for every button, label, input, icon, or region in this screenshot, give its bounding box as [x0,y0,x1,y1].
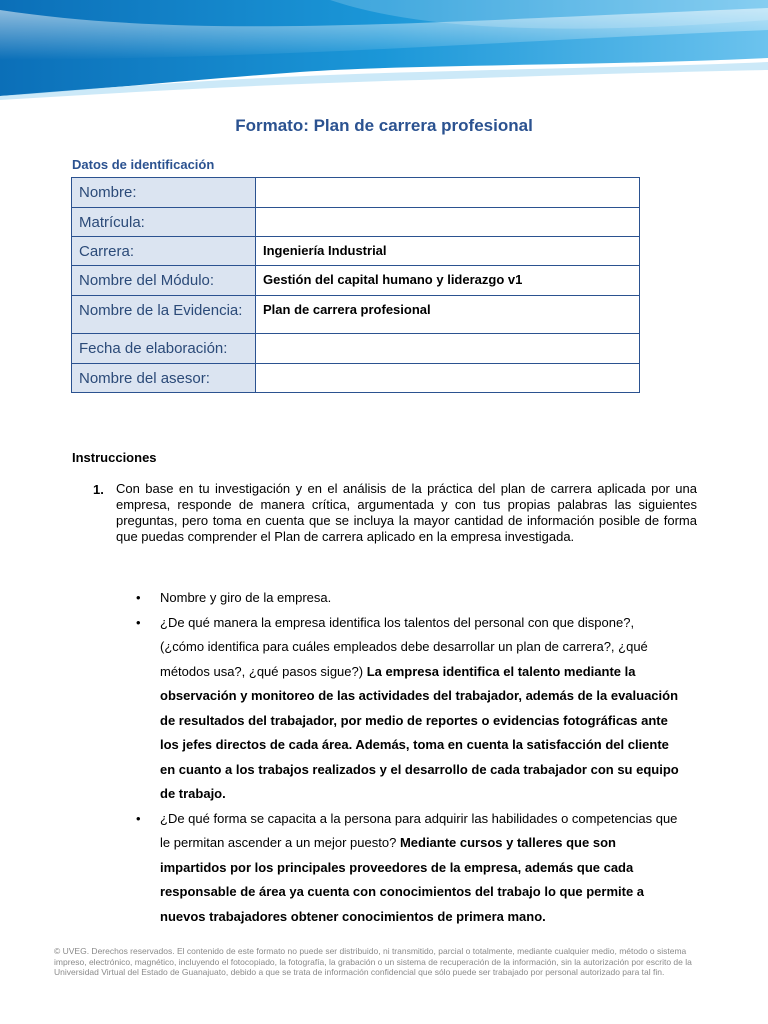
table-row [72,296,640,334]
row-value[interactable] [256,208,640,237]
table-row [72,266,640,296]
row-label: Matrícula: [72,208,256,237]
identification-heading: Datos de identificación [72,157,215,172]
row-label: Nombre del asesor: [72,364,256,393]
table-row [72,334,640,364]
page-title: Formato: Plan de carrera profesional [235,116,533,135]
row-value[interactable]: Plan de carrera profesional [256,296,640,334]
list-item [136,807,680,930]
question-list [136,586,680,929]
copyright-footer: © UVEG. Derechos reservados. El contenido de este formato no puede ser distribuido, ni transmitido, parcial o totalmente, mediante cualquier medio, método o sistema impreso, electrónico, magnético, incluyendo el fotocopiado, la fotografía, la grabación o un sistema de recuperación de la información, sin la autorización por escrito de la Universidad Virtual del Estado de Guanajuato, debido a que se trata de información confidencial que sólo puede ser trabajado por personal autorizado para tal fin. [54,946,692,977]
identification-table [71,177,640,393]
row-value[interactable]: Ingeniería Industrial [256,237,640,266]
bullet-icon: • [136,614,141,630]
question-text: Nombre y giro de la empresa. [160,590,332,605]
table-row [72,178,640,208]
list-item [136,586,680,611]
bullet-icon: • [136,590,141,605]
row-value[interactable]: Gestión del capital humano y liderazgo v1 [256,266,640,296]
list-item [136,611,680,807]
question-text: ¿De qué forma se capacita a la persona para adquirir las habilidades o competencias que le permitan ascender a un mejor puesto? [160,810,678,850]
row-label: Fecha de elaboración: [72,334,256,364]
table-row [72,237,640,266]
table-row [72,364,640,393]
header-banner [0,0,768,100]
instruction-text: Con base en tu investigación y en el análisis de la práctica del plan de carrera aplicada por una empresa, responde de manera crítica, argumentada y con tus propias palabras las siguientes preguntas, pero toma en cuenta que se incluya la mayor cantidad de información posible de forma que puedas comprender el Plan de carrera aplicado en la empresa investigada. [116,481,697,544]
row-value[interactable] [256,178,640,208]
instruction-number: 1. [93,482,104,497]
row-label: Nombre: [72,178,256,208]
row-label: Carrera: [72,237,256,266]
row-value[interactable] [256,364,640,393]
table-row [72,208,640,237]
answer-text: Mediante cursos y talleres que son impartidos por los principales proveedores de la empresa, además que cada responsable de área ya cuenta con conocimientos del trabajo lo que permite a nuevos trabajadores obtener conocimientos de primera mano. [160,835,645,924]
row-label: Nombre del Módulo: [72,266,256,296]
row-label: Nombre de la Evidencia: [72,296,256,334]
instructions-heading: Instrucciones [72,450,157,465]
answer-text: La empresa identifica el talento mediante la observación y monitoreo de las actividades del trabajador, además de la evaluación de resultados del trabajador, por medio de reportes o evidencias fotográficas ante los jefes directos de cada área. Además, toma en cuenta la satisfacción del cliente en cuanto a los trabajos realizados y el desarrollo de cada trabajador con su equipo de trabajo. [160,663,679,801]
bullet-icon: • [136,810,141,826]
question-text: ¿De qué manera la empresa identifica los talentos del personal con que dispone?, (¿cómo identifica para cuáles empleados debe desarrollar un plan de carrera?, ¿qué métodos usa?, ¿qué pasos sigue?) [160,614,648,679]
row-value[interactable] [256,334,640,364]
